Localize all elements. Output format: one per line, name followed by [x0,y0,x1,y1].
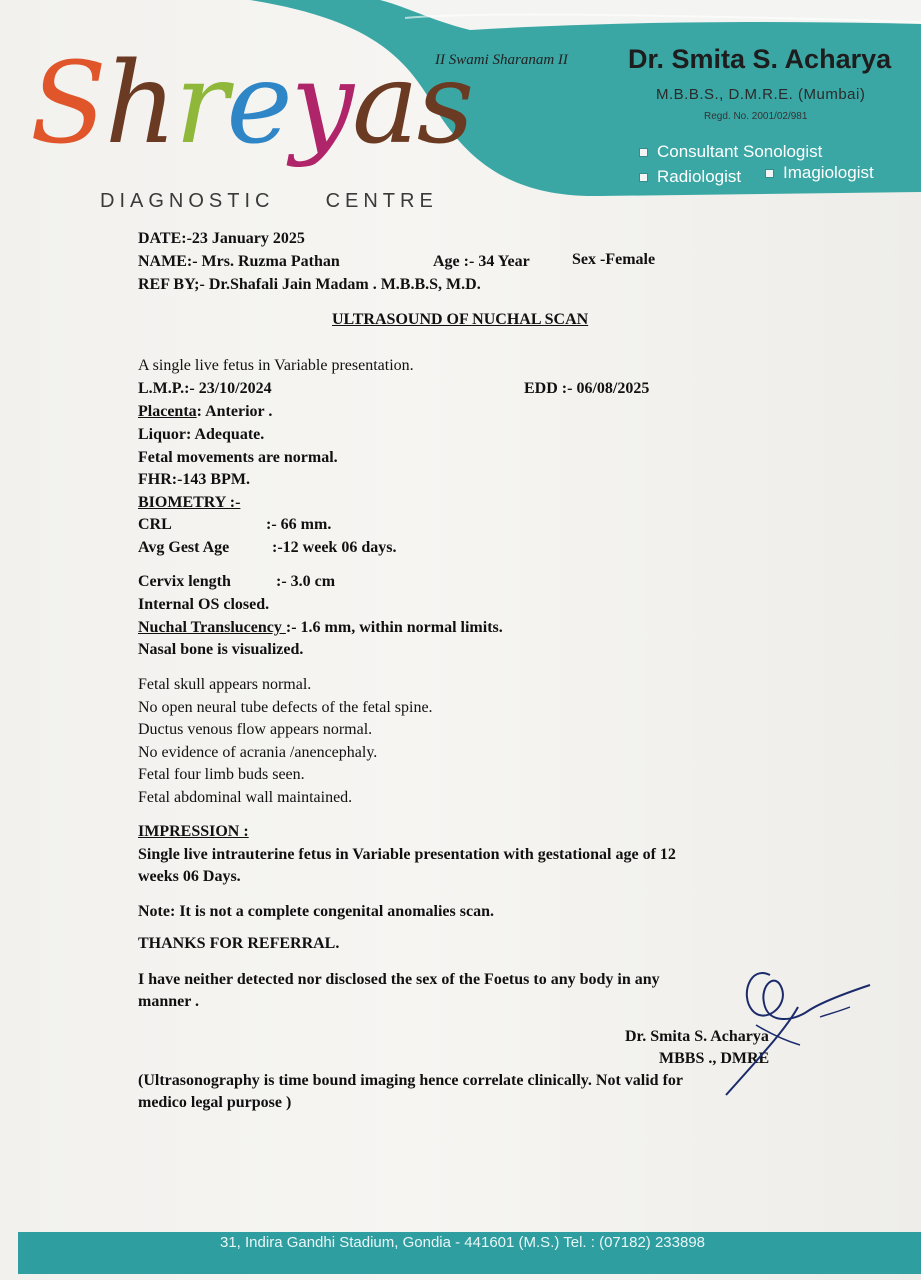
specialty-imagiologist: Imagiologist [766,163,874,183]
patient-name: NAME:- Mrs. Ruzma Pathan [138,253,340,270]
finding-item: No open neural tube defects of the fetal spine. [138,699,433,716]
finding-item: No evidence of acrania /anencephaly. [138,744,378,761]
impression-heading: IMPRESSION : [138,823,249,840]
declaration-line-1: I have neither detected nor disclosed the sex of the Foetus to any body in any [138,971,660,988]
fhr-line: FHR:-143 BPM. [138,471,250,488]
liquor-line: Liquor: Adequate. [138,426,265,443]
signatory-qualification: MBBS ., DMRE [659,1050,770,1067]
bullet-icon [640,149,647,156]
blessing-text: II Swami Sharanam II [435,52,568,68]
thanks-line: THANKS FOR REFERRAL. [138,935,340,952]
avg-gest-value: :-12 week 06 days. [272,539,397,556]
referred-by: REF BY;- Dr.Shafali Jain Madam . M.B.B.S, M.D. [138,276,481,293]
report-title: ULTRASOUND OF NUCHAL SCAN [332,311,589,328]
report-date: DATE:-23 January 2025 [138,230,305,247]
crl-value: :- 66 mm. [266,516,332,533]
patient-sex: Sex -Female [572,251,656,268]
bullet-icon [766,170,773,177]
fetal-movements-line: Fetal movements are normal. [138,449,338,466]
edd-line: EDD :- 06/08/2025 [524,380,650,397]
bullet-icon [640,174,647,181]
finding-item: Fetal abdominal wall maintained. [138,789,353,806]
finding-item: Ductus venous flow appears normal. [138,721,373,738]
specialty-radiologist: Radiologist [640,167,741,187]
impression-text-1: Single live intrauterine fetus in Variable presentation with gestational age of 12 [138,846,676,863]
impression-text-2: weeks 06 Days. [138,868,241,885]
signature-mark [690,955,890,1105]
note-line: Note: It is not a complete congenital anomalies scan. [138,903,494,920]
placenta-line: Placenta: Anterior . [138,403,273,420]
crl-label: CRL [138,516,172,533]
cervix-label: Cervix length [138,573,231,590]
disclaimer-line-1: (Ultrasonography is time bound imaging hence correlate clinically. Not valid for [138,1072,684,1089]
finding-item: Fetal four limb buds seen. [138,766,305,783]
intro-line: A single live fetus in Variable presentation. [138,357,414,374]
internal-os-line: Internal OS closed. [138,596,270,613]
doctor-qualification: M.B.B.S., D.M.R.E. (Mumbai) [656,86,866,103]
signatory-name: Dr. Smita S. Acharya [625,1028,769,1045]
disclaimer-line-2: medico legal purpose ) [138,1094,292,1111]
lmp-line: L.M.P.:- 23/10/2024 [138,380,272,397]
cervix-value: :- 3.0 cm [276,573,336,590]
logo-wordmark: Shreyas [30,39,473,169]
nt-line: Nuchal Translucency :- 1.6 mm, within normal limits. [138,619,503,636]
doctor-registration: Regd. No. 2001/02/981 [704,111,808,122]
avg-gest-label: Avg Gest Age [138,539,230,556]
doctor-name: Dr. Smita S. Acharya [628,44,892,74]
finding-item: Fetal skull appears normal. [138,676,312,693]
nasal-bone-line: Nasal bone is visualized. [138,641,304,658]
specialty-sonologist: Consultant Sonologist [640,142,822,162]
biometry-heading: BIOMETRY :- [138,494,241,511]
patient-age: Age :- 34 Year [433,253,530,270]
footer-address: 31, Indira Gandhi Stadium, Gondia - 441601 (M.S.) Tel. : (07182) 233898 [220,1234,706,1251]
logo-subtitle: DIAGNOSTIC CENTRE [100,190,438,212]
declaration-line-2: manner . [138,993,200,1010]
